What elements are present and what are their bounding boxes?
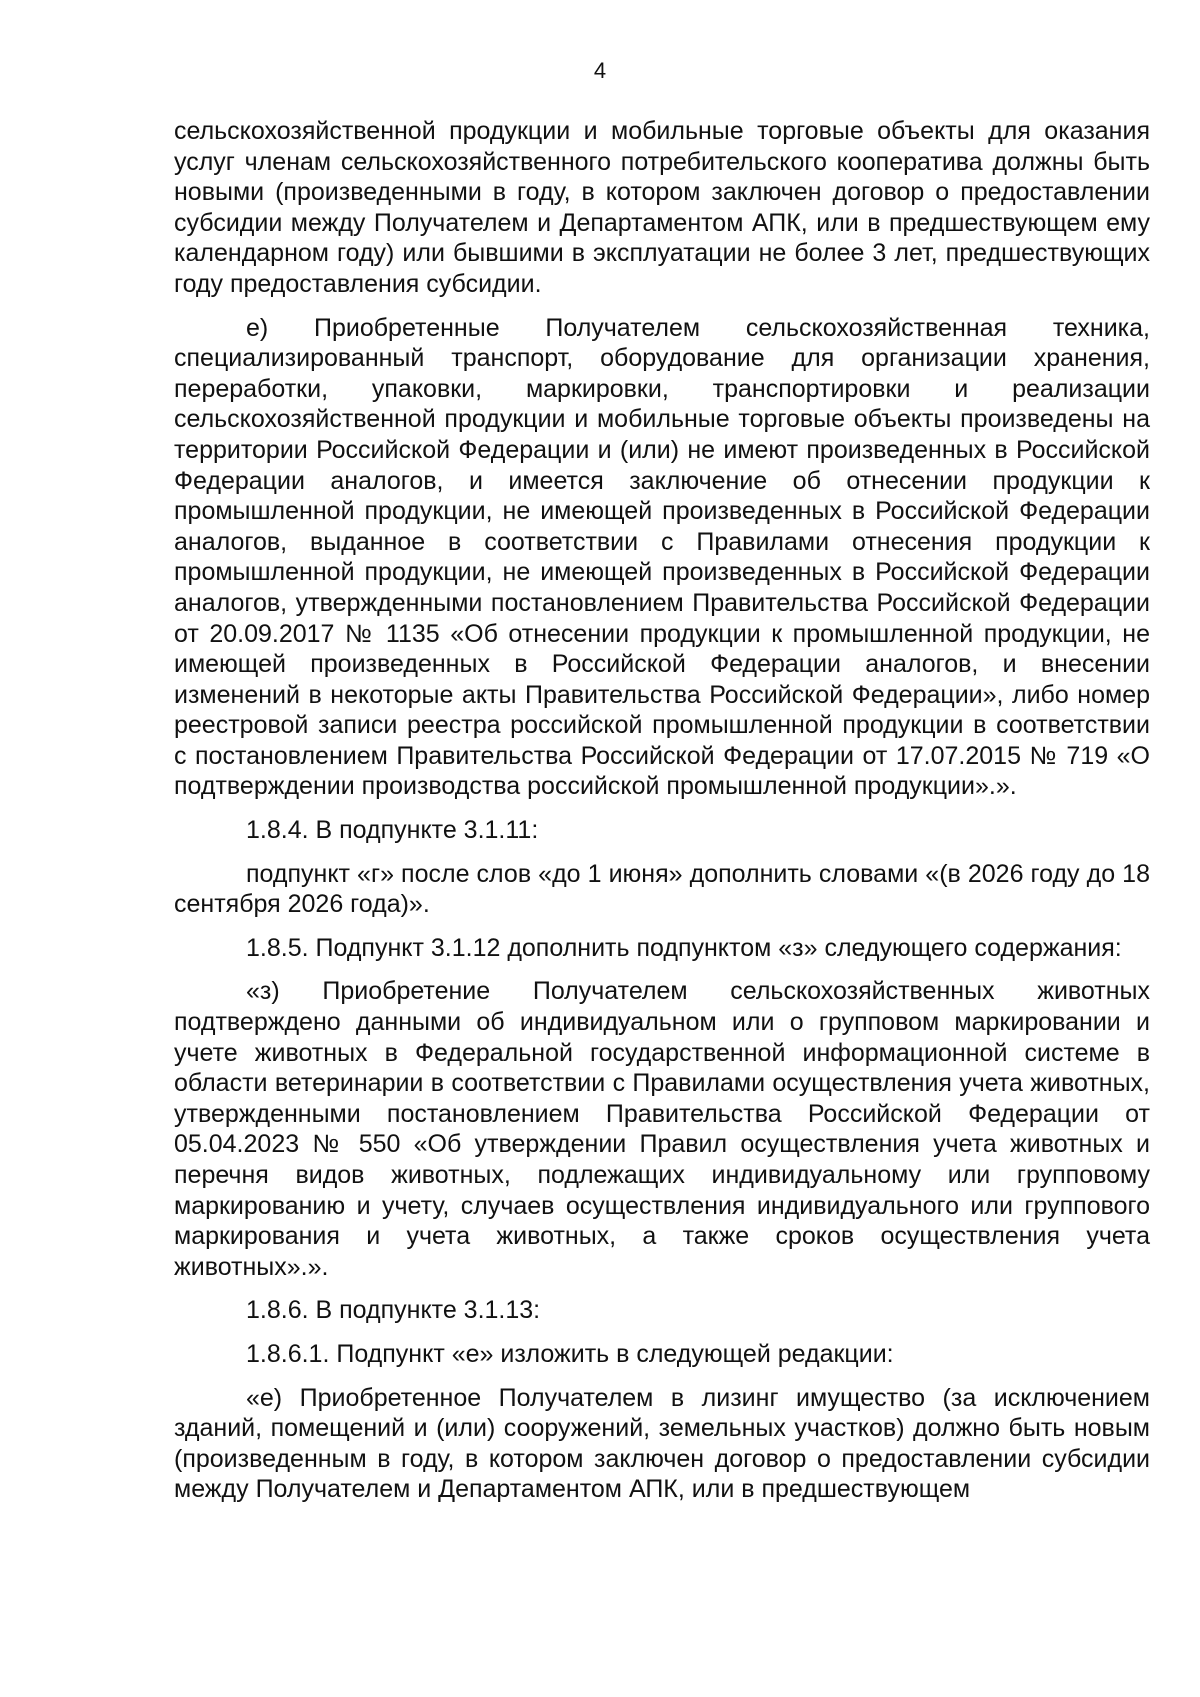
paragraph-continuation: сельскохозяйственной продукции и мобильные торговые объекты для оказания услуг членам сельскохозяйственного потребительского кооператива должны быть новыми (произведенными в году, в котором заключен договор о предоставлении субсидии между Получателем и Департаментом АПК, или в предшествующем ему календарном году) или бывшими в эксплуатации не более 3 лет, предшествующих году предоставления субсидии. bbox=[174, 117, 1150, 298]
paragraph-1-8-4: 1.8.4. В подпункте 3.1.11: bbox=[246, 816, 539, 845]
page-number: 4 bbox=[593, 58, 607, 83]
paragraph-1-8-5: 1.8.5. Подпункт 3.1.12 дополнить подпунктом «з» следующего содержания: bbox=[246, 933, 1122, 962]
paragraph-1-8-6-1: 1.8.6.1. Подпункт «е» изложить в следующей редакции: bbox=[246, 1339, 894, 1368]
paragraph-1-8-6: 1.8.6. В подпункте 3.1.13: bbox=[246, 1296, 541, 1325]
paragraph-subpoint-z: «з) Приобретение Получателем сельскохозяйственных животных подтверждено данными об индивидуальном или о групповом маркировании и учете животных в Федеральной государственной информационной системе в области ветеринарии в соответствии с Правилами осуществления учета животных, утвержденными постановлением Правительства Российской Федерации от 05.04.2023 № 550 «Об утверждении Правил осуществления учета животных и перечня видов животных, подлежащих индивидуальному или групповому маркированию и учету, случаев осуществления индивидуального или группового маркирования и учета животных, а также сроков осуществления учета животных».». bbox=[174, 977, 1150, 1281]
paragraph-subpoint-g: подпункт «г» после слов «до 1 июня» дополнить словами «(в 2026 году до 18 сентября 2026 года)». bbox=[174, 859, 1150, 919]
document-body bbox=[174, 116, 1150, 1518]
paragraph-subpoint-e-new: «е) Приобретенное Получателем в лизинг имущество (за исключением зданий, помещений и (или) сооружений, земельных участков) должно быть новым (произведенным в году, в котором заключен договор о предоставлении субсидии между Получателем и Департаментом АПК, или в предшествующем bbox=[174, 1383, 1150, 1504]
paragraph-subpoint-e: е) Приобретенные Получателем сельскохозяйственная техника, специализированный транспорт, оборудование для организации хранения, переработки, упаковки, маркировки, транспортировки и реализации сельскохозяйственной продукции и мобильные торговые объекты произведены на территории Российской Федерации и (или) не имеют произведенных в Российской Федерации аналогов, и имеется заключение об отнесении продукции к промышленной продукции, не имеющей произведенных в Российской Федерации аналогов, выданное в соответствии с Правилами отнесения продукции к промышленной продукции, не имеющей произведенных в Российской Федерации аналогов, утвержденными постановлением Правительства Российской Федерации от 20.09.2017 № 1135 «Об отнесении продукции к промышленной продукции, не имеющей произведенных в Российской Федерации аналогов, и внесении изменений в некоторые акты Правительства Российской Федерации», либо номер реестровой записи реестра российской промышленной продукции в соответствии с постановлением Правительства Российской Федерации от 17.07.2015 № 719 «О подтверждении производства российской промышленной продукции».». bbox=[174, 313, 1150, 801]
